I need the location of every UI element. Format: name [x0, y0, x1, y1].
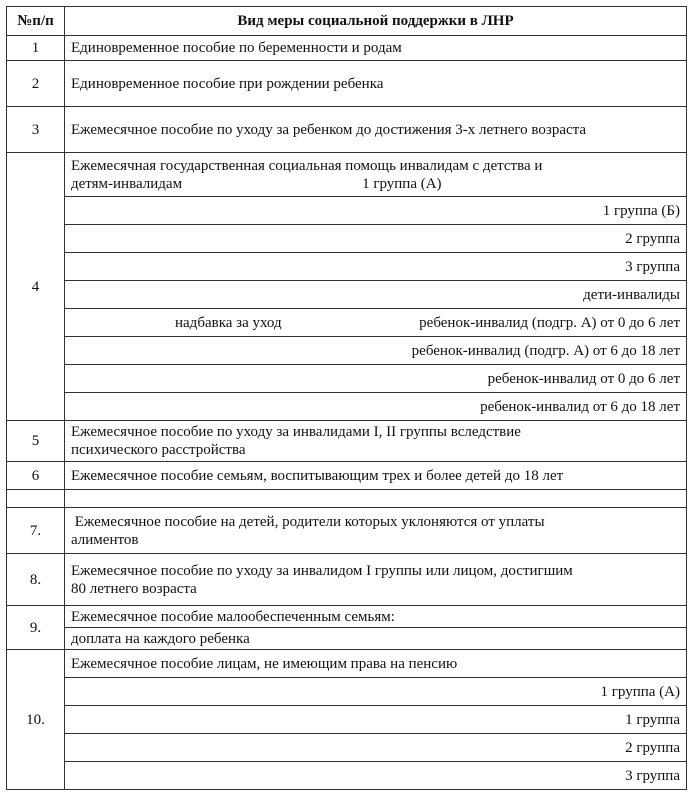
table-subrow — [7, 678, 687, 706]
table-subrow — [7, 225, 687, 253]
table-row — [7, 421, 687, 462]
row-text-line — [71, 175, 680, 193]
table-subrow — [7, 253, 687, 281]
row-text-part: детям-инвалидам — [71, 175, 183, 192]
header-number: №п/п — [7, 7, 65, 36]
row-number: 8. — [7, 554, 65, 606]
row-text: Ежемесячное пособие по уходу за ребенком до достижения 3-х летнего возраста — [65, 107, 687, 153]
row-text — [65, 508, 687, 554]
sub-item: 1 группа (А) — [65, 678, 687, 706]
row-text: Единовременное пособие при рождении ребенка — [65, 61, 687, 107]
table-subrow — [7, 337, 687, 365]
row-text-line: Ежемесячное пособие по уходу за инвалидами I, II группы вследствие — [71, 424, 521, 440]
sub-item: доплата на каждого ребенка — [65, 628, 687, 650]
empty-cell — [7, 490, 65, 508]
row-text — [65, 153, 687, 197]
row-text-line: Ежемесячное пособие на детей, родители которых уклоняются от уплаты — [71, 513, 545, 530]
row-text-line: 80 летнего возраста — [71, 580, 197, 597]
row-number: 5 — [7, 421, 65, 462]
row-text: Ежемесячное пособие малообеспеченным семьям: — [65, 606, 687, 628]
table-row — [7, 508, 687, 554]
care-item: ребенок-инвалид (подгр. А) от 0 до 6 лет — [419, 314, 680, 331]
sub-item: 1 группа (А) — [362, 175, 442, 192]
row-text — [65, 421, 687, 462]
row-text-line: Ежемесячное пособие по уходу за инвалидом I группы или лицом, достигшим — [71, 562, 573, 579]
table-subrow — [7, 281, 687, 309]
care-line — [65, 314, 680, 332]
social-support-table — [6, 6, 687, 790]
sub-item: 1 группа — [65, 706, 687, 734]
table-row — [7, 61, 687, 107]
sub-item: 3 группа — [65, 253, 687, 281]
table-subrow — [7, 762, 687, 790]
table-subrow — [7, 393, 687, 421]
row-number: 2 — [7, 61, 65, 107]
row-text — [65, 554, 687, 606]
table-row — [7, 650, 687, 678]
row-text-line: алиментов — [71, 531, 139, 548]
table-row — [7, 153, 687, 197]
table-subrow — [7, 309, 687, 337]
row-number: 4 — [7, 153, 65, 421]
sub-item: 1 группа (Б) — [65, 197, 687, 225]
sub-item — [65, 309, 687, 337]
table-subrow — [7, 628, 687, 650]
row-number: 9. — [7, 606, 65, 650]
table-row — [7, 107, 687, 153]
table-header-row — [7, 7, 687, 36]
row-number: 1 — [7, 36, 65, 61]
row-text: Ежемесячное пособие лицам, не имеющим права на пенсию — [65, 650, 687, 678]
table-subrow — [7, 734, 687, 762]
table-row — [7, 36, 687, 61]
table-row — [7, 462, 687, 490]
care-label: надбавка за уход — [175, 314, 282, 331]
row-text: Ежемесячное пособие семьям, воспитывающим трех и более детей до 18 лет — [65, 462, 687, 490]
table-row — [7, 554, 687, 606]
table-row — [7, 606, 687, 628]
sub-item: дети-инвалиды — [65, 281, 687, 309]
row-text: Единовременное пособие по беременности и родам — [65, 36, 687, 61]
row-text-line: Ежемесячная государственная социальная помощь инвалидам с детства и — [71, 157, 543, 174]
table-subrow — [7, 197, 687, 225]
row-number: 3 — [7, 107, 65, 153]
row-number: 6 — [7, 462, 65, 490]
table-subrow — [7, 365, 687, 393]
sub-item: 2 группа — [65, 734, 687, 762]
row-number: 7. — [7, 508, 65, 554]
table-row-empty — [7, 490, 687, 508]
table-subrow — [7, 706, 687, 734]
sub-item: 2 группа — [65, 225, 687, 253]
empty-cell — [65, 490, 687, 508]
sub-item: 3 группа — [65, 762, 687, 790]
header-title: Вид меры социальной поддержки в ЛНР — [65, 7, 687, 36]
row-text-line: психического расстройства — [71, 442, 246, 458]
row-number: 10. — [7, 650, 65, 790]
care-item: ребенок-инвалид (подгр. А) от 6 до 18 лет — [65, 337, 687, 365]
care-item: ребенок-инвалид от 0 до 6 лет — [65, 365, 687, 393]
care-item: ребенок-инвалид от 6 до 18 лет — [65, 393, 687, 421]
